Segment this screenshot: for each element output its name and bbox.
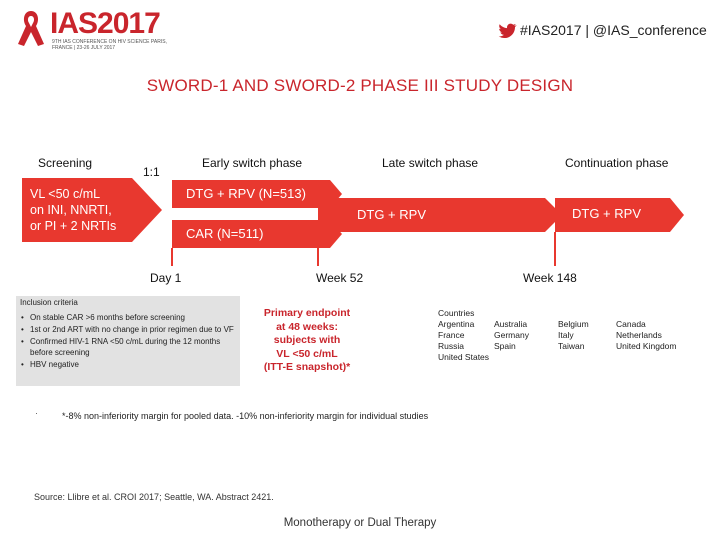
randomization-ratio: 1:1 (143, 165, 160, 179)
list-item: United Kingdom (616, 341, 677, 351)
countries-title: Countries (438, 308, 475, 318)
list-item: Australia (494, 319, 528, 329)
list-item: Argentina (438, 319, 475, 329)
phase-late-switch-label: Late switch phase (382, 156, 479, 170)
countries-column-3 (558, 319, 589, 352)
list-item: Canada (616, 319, 646, 329)
list-item: Spain (494, 341, 516, 351)
endpoint-line-1: Primary endpoint (263, 307, 351, 319)
countries-column-2 (494, 319, 529, 352)
list-item: Germany (494, 330, 529, 340)
list-item: Russia (438, 341, 464, 351)
list-item: • 1st or 2nd ART with no change in prior regimen due to VF (20, 324, 236, 335)
countries-column-4 (616, 319, 676, 352)
logo-text: IAS2017 (50, 7, 160, 40)
car-arm-label: CAR (N=511) (186, 226, 264, 241)
footnote: *-8% non-inferiority margin for pooled data. -10% non-inferiority margin for individual studies (62, 411, 429, 421)
list-item: • HBV negative (20, 359, 236, 370)
logo-subtitle: 9TH IAS CONFERENCE ON HIV SCIENCE PARIS, FRANCE | 23-26 JULY 2017 (52, 39, 167, 51)
phase-continuation-label: Continuation phase (565, 156, 669, 170)
late-dtg-rpv-label: DTG + RPV (357, 207, 426, 222)
list-item: Belgium (558, 319, 589, 329)
enrollment-criteria-text (30, 186, 116, 234)
endpoint-line-2: at 48 weeks: (276, 320, 338, 333)
list-item: Italy (558, 330, 574, 340)
week52-label: Week 52 (316, 271, 364, 285)
enrollment-line-3: or PI + 2 NRTIs (30, 219, 117, 233)
countries-block (438, 308, 688, 364)
list-item: • On stable CAR >6 months before screening (20, 312, 236, 323)
list-item: Taiwan (558, 341, 585, 351)
countries-column-1 (438, 319, 489, 363)
inclusion-criteria-box (16, 296, 240, 386)
endpoint-line-4: VL <50 c/mL (276, 347, 338, 360)
dtg-rpv-late-arrow (318, 198, 562, 232)
endpoint-line-3: subjects with (273, 334, 341, 346)
inclusion-criteria-list (20, 312, 236, 371)
dtg-rpv-arm-label: DTG + RPV (N=513) (186, 186, 306, 201)
list-item: • Confirmed HIV-1 RNA <50 c/mL during the 12 months before screening (20, 336, 236, 358)
enrollment-line-1: VL <50 c/mL (30, 187, 101, 201)
twitter-icon (496, 20, 518, 42)
inclusion-criteria-title: Inclusion criteria (20, 298, 78, 307)
endpoint-line-5: (ITT-E snapshot)* (263, 361, 351, 373)
ribbon-icon (14, 8, 48, 48)
phase-screening-label: Screening (38, 156, 93, 170)
list-item: Netherlands (616, 330, 662, 340)
phase-early-switch-label: Early switch phase (202, 156, 303, 170)
enrollment-line-2: on INI, NNRTI, (30, 203, 112, 217)
footnote-bullet: · (35, 408, 38, 418)
source-citation: Source: Llibre et al. CROI 2017; Seattle, WA. Abstract 2421. (34, 492, 274, 502)
slide-title: SWORD-1 AND SWORD-2 PHASE III STUDY DESIGN (146, 76, 574, 95)
list-item: France (438, 330, 465, 340)
primary-endpoint-text (254, 307, 360, 375)
conference-hashtag: #IAS2017 | @IAS_conference (520, 22, 707, 38)
continuation-dtg-rpv-label: DTG + RPV (572, 206, 641, 221)
week148-label: Week 148 (523, 271, 577, 285)
bottom-caption: Monotherapy or Dual Therapy (283, 517, 437, 529)
day1-label: Day 1 (150, 271, 182, 285)
list-item: United States (438, 352, 490, 362)
